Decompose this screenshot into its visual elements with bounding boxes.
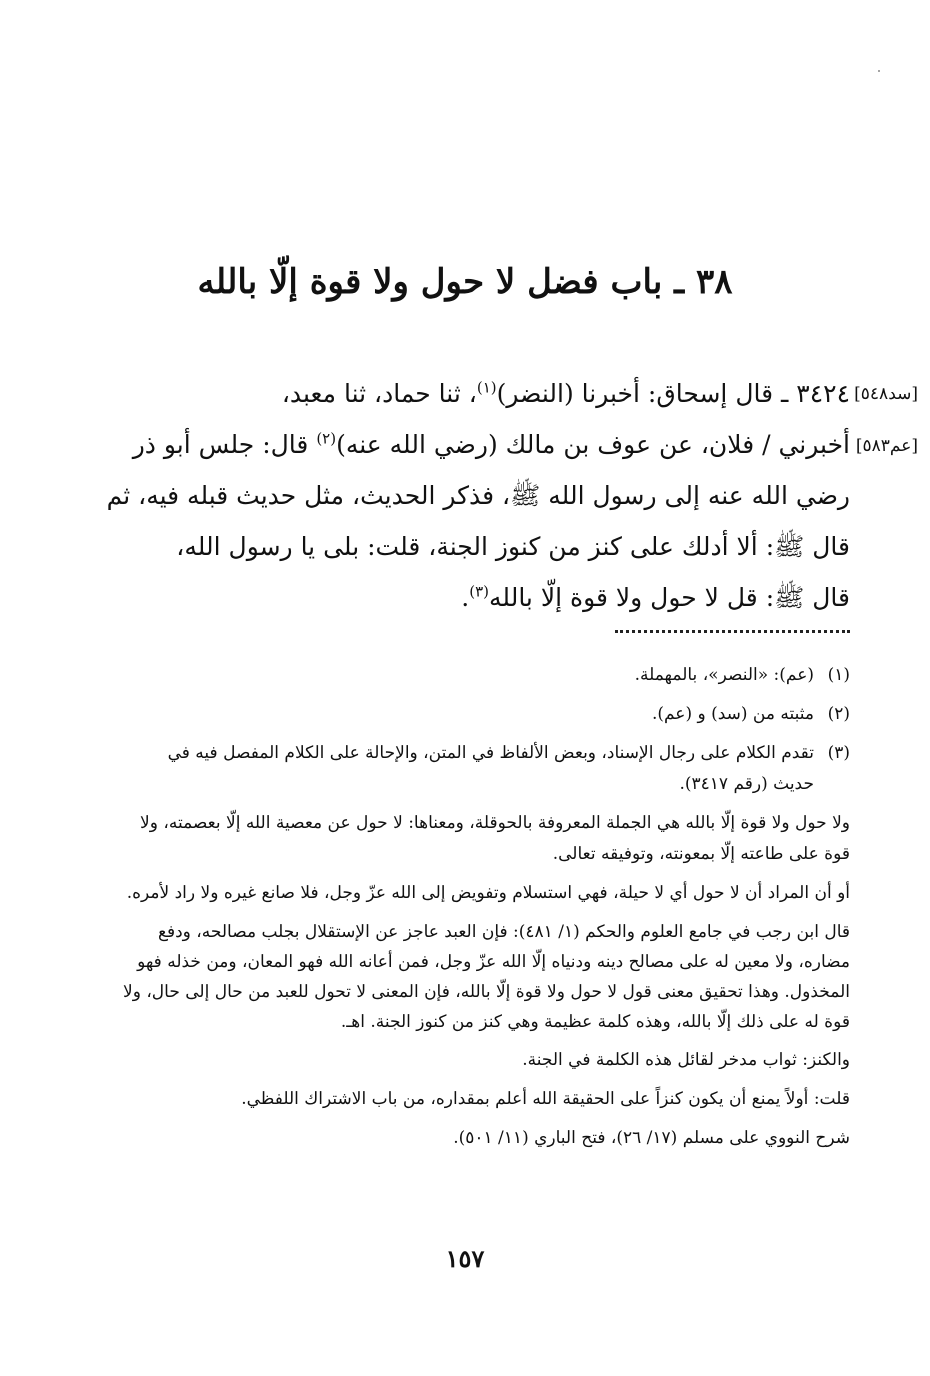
- footnote-text: مثبته من (سد) و (عم).: [651, 704, 814, 724]
- hadith-line-4: قال ﷺ: ألا أدلك على كنز من كنوز الجنة، قلت: بلى يا رسول الله،: [176, 532, 850, 561]
- footnote-divider: [615, 630, 850, 633]
- hadith-line-2: أخبرني / فلان، عن عوف بن مالك (رضي الله عنه)$^{(٢)}$ قال: جلس أبو ذر: [132, 429, 850, 459]
- hadith-text: [106, 368, 850, 623]
- note-paragraph-hawqala: ولا حول ولا قوة إلّا بالله هي الجملة المعروفة بالحوقلة، ومعناها: لا حول عن معصية الله إلّا بعصمته، ولا قوة على طاعته إلّا بمعونته، وتوفيقه تعالى.: [140, 813, 850, 864]
- footnote-2: [122, 699, 850, 730]
- note-paragraph-ibn-rajab: قال ابن رجب في جامع العلوم والحكم (١/ ٤٨١): فإن العبد عاجز عن الإستقلال بجلب مصالحه، ودفع مضاره، ولا معين له على مصالح دينه ودنياه إلّا الله عزّ وجل، فمن أعانه الله فهو المعان، ومن خذله فهو المخذول. وهذا تحقيق معنى قول لا حول ولا قوة إلّا بالله، فإن المعنى لا تحول للعبد من حال إلى حال، ولا قوة له على ذلك إلّا بالله، وهذه كلمة عظيمة وهي كنز من كنوز الجنة. اهـ.: [123, 922, 850, 1032]
- note-paragraph-meaning: أو أن المراد أن لا حول أي لا حيلة، فهي استسلام وتفويض إلى الله عزّ وجل، فلا صانع غيره ولا راد لأمره.: [126, 883, 850, 903]
- hadith-line-3: رضي الله عنه إلى رسول الله ﷺ، فذكر الحديث، مثل حديث قبله فيه، ثم: [106, 481, 850, 510]
- footnote-number: (٢): [827, 704, 850, 724]
- footnote-text: (عم): «النصر»، بالمهملة.: [634, 665, 814, 685]
- note-paragraph-comment: قلت: أولاً يمنع أن يكون كنزاً على الحقيقة الله أعلم بمقداره، من باب الاشتراك اللفظي.: [241, 1089, 850, 1109]
- note-paragraph-references: شرح النووي على مسلم (١٧/ ٢٦)، فتح الباري (١١/ ٥٠١).: [453, 1128, 850, 1148]
- footnote-ref-1[interactable]: (١): [476, 378, 497, 397]
- margin-note-sd: [سد٥٤٨]: [854, 384, 918, 404]
- margin-note-am: [عم٥٨٣]: [855, 436, 918, 456]
- footnote-text: تقدم الكلام على رجال الإسناد، وبعض الألفاظ في المتن، والإحالة على الكلام المفصل فيه في حديث (رقم ٣٤١٧).: [167, 743, 814, 794]
- footnote-number: (٣): [827, 743, 850, 763]
- hadith-line-1: ٣٤٢٤ ـ قال إسحاق: أخبرنا (النضر)$^{(١)}$، ثنا حماد، ثنا معبد،: [281, 378, 850, 408]
- page-speck: [878, 70, 880, 72]
- hadith-line-5: قال ﷺ: قل لا حول ولا قوة إلّا بالله$^{(٣)}$.: [461, 582, 850, 612]
- footnote-number: (١): [827, 665, 850, 685]
- footnotes-section: [122, 660, 850, 1162]
- footnote-3: [122, 738, 850, 800]
- footnote-ref-2[interactable]: (٢): [316, 429, 337, 448]
- chapter-title: ٣٨ ـ باب فضل لا حول ولا قوة إلّا بالله: [197, 262, 733, 302]
- footnote-ref-3[interactable]: (٣): [469, 582, 490, 601]
- page-number: ١٥٧: [445, 1244, 485, 1273]
- note-paragraph-kanz: والكنز: ثواب مدخر لقائل هذه الكلمة في الجنة.: [522, 1050, 850, 1070]
- footnote-1: [122, 660, 850, 691]
